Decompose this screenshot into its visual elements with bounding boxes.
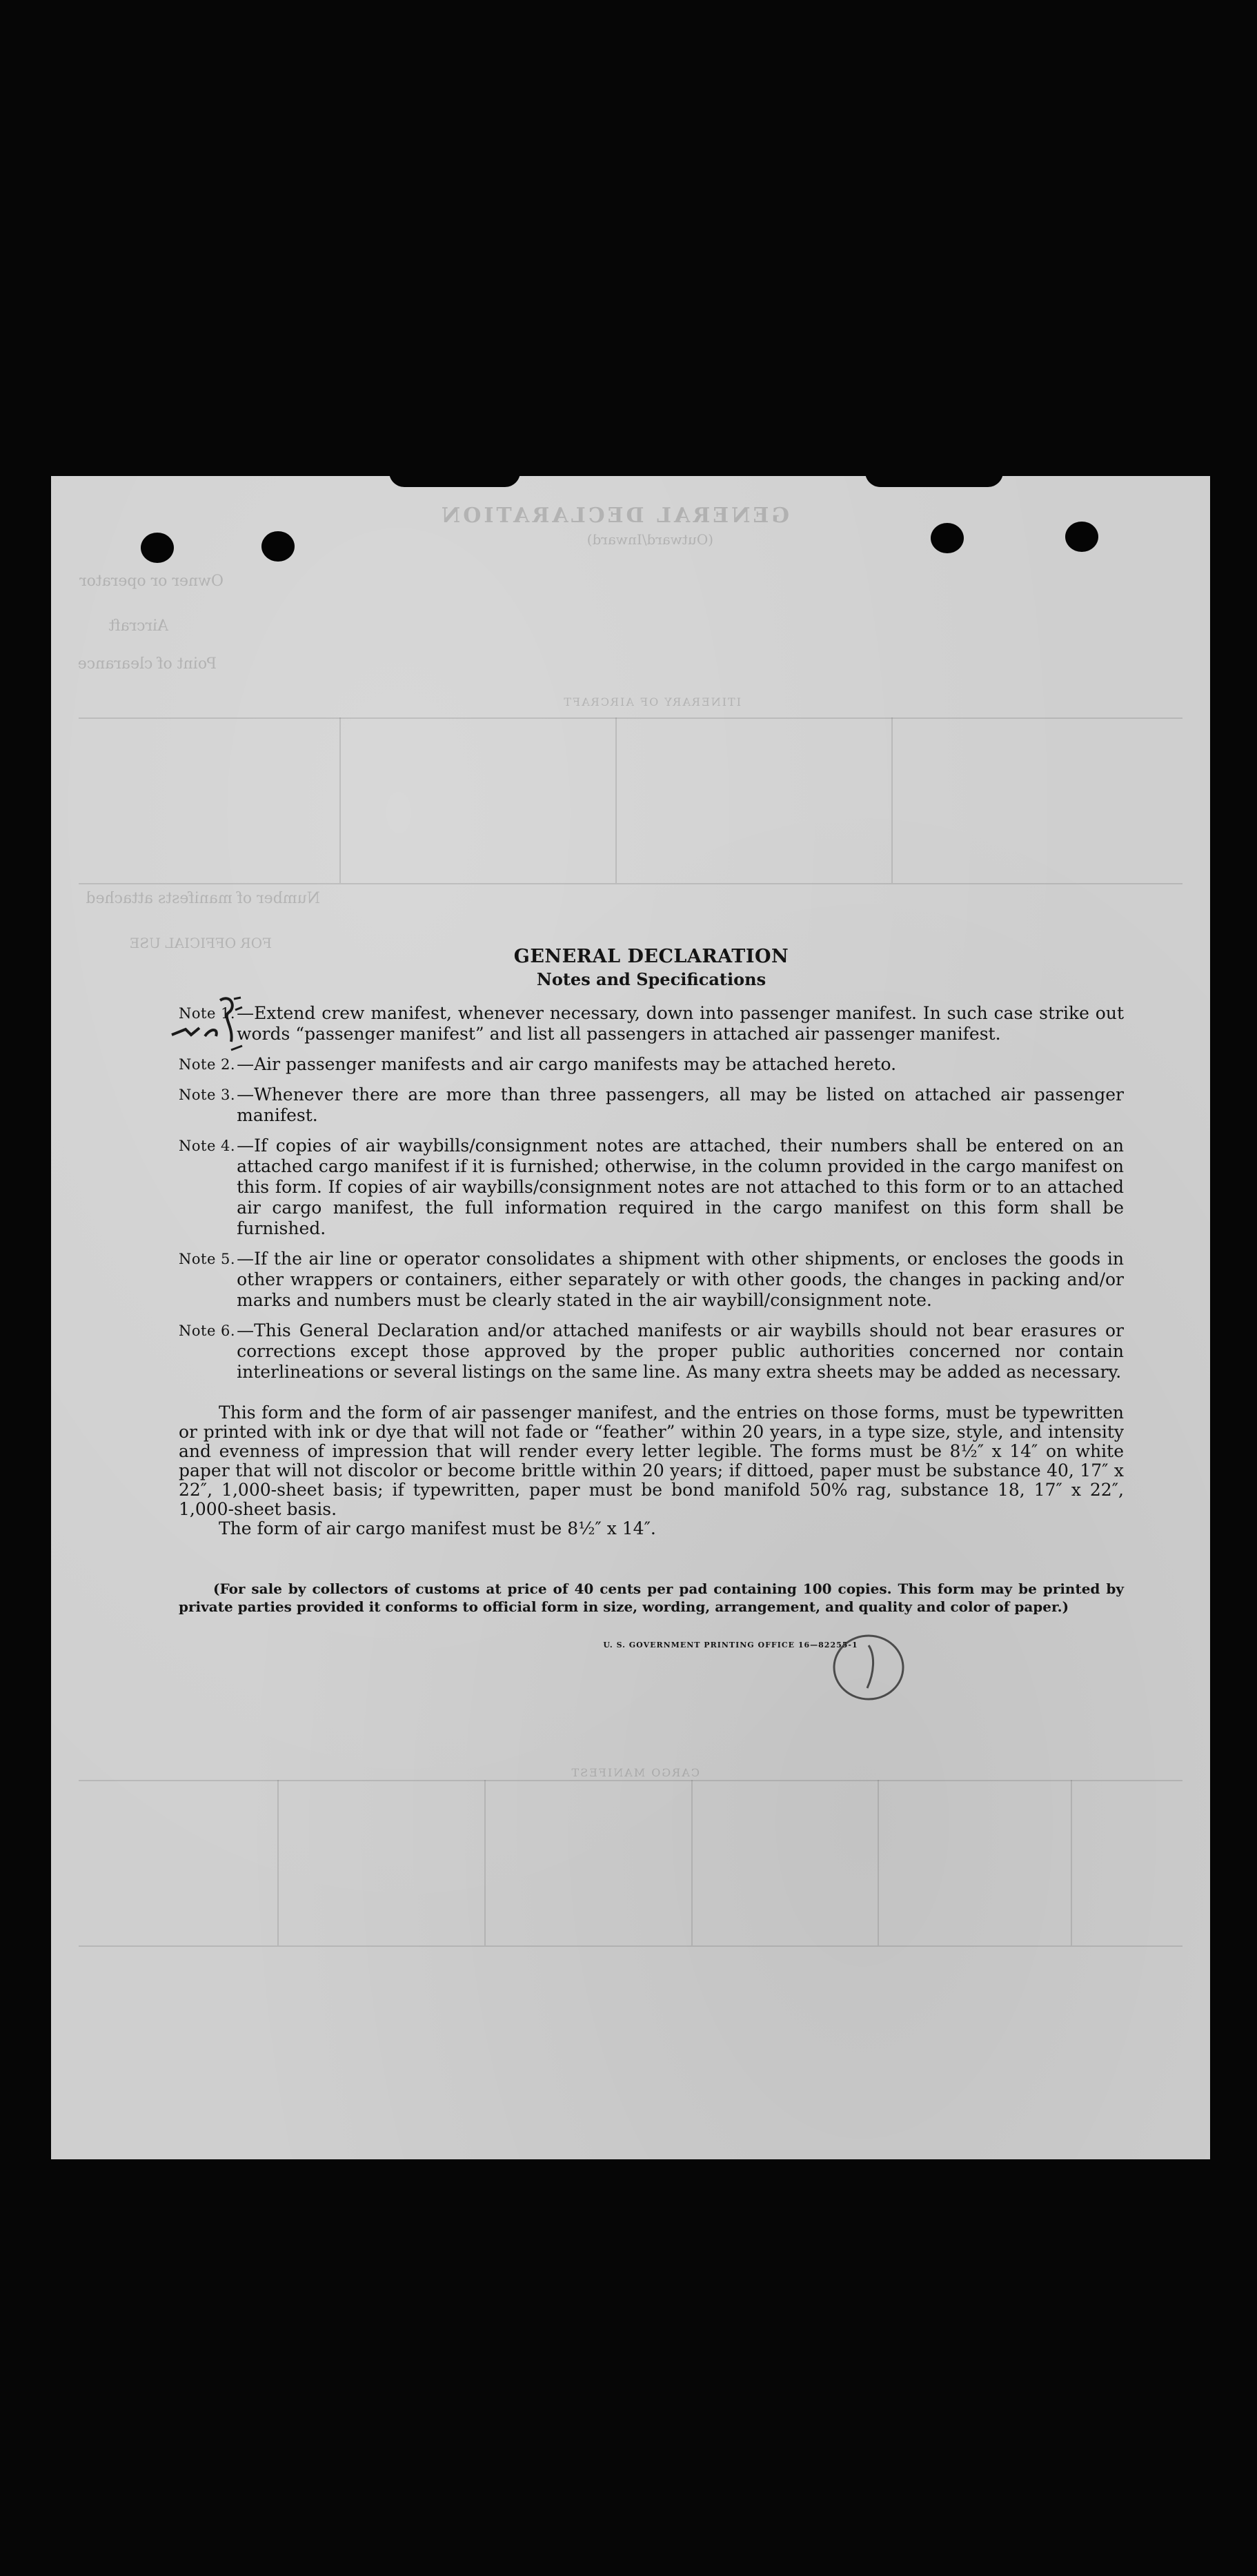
note-label: Note 5.: [179, 1251, 236, 1267]
note-4: Note 4. —If copies of air waybills/consignment notes are attached, their numbers shall be entered on an attached cargo manifest if it is furnished; otherwise, in the column provided in the cargo manifest on this form. If copies of air waybills/consignment notes are not attached to this form or to an attached air cargo manifest, the full information required in the cargo manifest on this form shall be furnished.: [179, 1136, 1124, 1238]
circular-stamp-mark: [827, 1625, 910, 1707]
note-label: Note 6.: [179, 1322, 236, 1339]
punch-hole: [261, 531, 295, 562]
sale-notice: (For sale by collectors of customs at price of 40 cents per pad containing 100 copies. This form may be printed by private parties provided it conforms to official form in size, wording, arrangement, and quality and color of paper.): [179, 1581, 1124, 1615]
note-label: Note 1.: [179, 1005, 236, 1022]
note-2: Note 2. —Air passenger manifests and air cargo manifests may be attached hereto.: [179, 1054, 897, 1074]
ghost-owner: Owner or operator: [79, 573, 224, 590]
note-5: Note 5. —If the air line or operator consolidates a shipment with other shipments, or encloses the goods in other wrappers or containers, either separately or with other goods, the changes in packing and/or marks and numbers must be clearly stated in the air waybill/consignment note.: [179, 1249, 1124, 1310]
note-text: Whenever there are more than three passengers, all may be listed on attached air passenger manifest.: [237, 1084, 1124, 1125]
punch-hole: [1065, 522, 1098, 552]
note-3: Note 3. —Whenever there are more than three passengers, all may be listed on attached air passenger manifest.: [179, 1084, 1124, 1125]
ghost-subtitle: (Outward/Inward): [586, 531, 713, 548]
note-label: Note 3.: [179, 1087, 236, 1103]
ghost-itinerary: ITINERARY OF AIRCRAFT: [562, 695, 741, 709]
ghost-title: GENERAL DECLARATION: [438, 504, 789, 528]
notes-and-specifications: [179, 945, 1124, 1649]
document-sheet: [51, 476, 1210, 2159]
ghost-clearance: Point of clearance: [77, 655, 217, 673]
note-text: This General Declaration and/or attached manifests or air waybills should not bear erasures or corrections except those approved by the proper public authorities concerned nor contain interlineations or several listings on the same line. As many extra sheets may be added as necessary.: [237, 1320, 1124, 1382]
cargo-form-size-line: The form of air cargo manifest must be 8½″ x 14″.: [219, 1518, 656, 1538]
ghost-manifests: Number of manifests attached: [86, 890, 320, 907]
note-text: Air passenger manifests and air cargo manifests may be attached hereto.: [254, 1054, 897, 1074]
paper-specification-paragraph: This form and the form of air passenger manifest, and the entries on those forms, must be typewritten or printed with ink or dye that will not fade or “feather” within 20 years, in a type size, style, and intensity and evenness of impression that will render every letter legible. The forms must be 8½″ x 14″ on white paper that will not discolor or become brittle within 20 years; if dittoed, paper must be substance 40, 17″ x 22″, 1,000-sheet basis; if typewritten, paper must be bond manifold 50% rag, substance 18, 17″ x 22″, 1,000-sheet basis.: [179, 1403, 1124, 1519]
punch-hole: [931, 523, 964, 553]
ghost-official-use: FOR OFFICIAL USE: [129, 935, 272, 951]
document-title: GENERAL DECLARATION: [513, 946, 789, 967]
note-6: Note 6. —This General Declaration and/or attached manifests or air waybills should not bear erasures or corrections except those approved by the proper public authorities concerned nor contain interlineations or several listings on the same line. As many extra sheets may be added as necessary.: [179, 1320, 1124, 1382]
ghost-aircraft: Aircraft: [108, 617, 168, 635]
note-text: If copies of air waybills/consignment notes are attached, their numbers shall be entered on an attached cargo manifest if it is furnished; otherwise, in the column provided in the cargo manifest on this form. If copies of air waybills/consignment notes are not attached to this form or to an attached air cargo manifest, the full information required in the cargo manifest on this form shall be furnished.: [237, 1136, 1124, 1238]
note-label: Note 4.: [179, 1138, 236, 1154]
punch-hole: [141, 533, 174, 563]
note-text: If the air line or operator consolidates a shipment with other shipments, or encloses the goods in other wrappers or containers, either separately or with other goods, the changes in packing and/or marks and numbers must be clearly stated in the air waybill/consignment note.: [237, 1249, 1124, 1310]
note-label: Note 2.: [179, 1056, 236, 1073]
top-edge-notch: [865, 476, 1003, 487]
document-subtitle: Notes and Specifications: [536, 969, 766, 989]
ghost-cargo-manifest: CARGO MANIFEST: [570, 1766, 700, 1779]
note-text: Extend crew manifest, whenever necessary, down into passenger manifest. In such case strike out words “passenger manifest” and list all passengers in attached air passenger manifest.: [237, 1003, 1124, 1044]
note-1: Note 1. —Extend crew manifest, whenever necessary, down into passenger manifest. In such case strike out words “passenger manifest” and list all passengers in attached air passenger manifest.: [179, 1003, 1124, 1044]
printing-office-imprint: U. S. GOVERNMENT PRINTING OFFICE 16—82255-1: [603, 1641, 858, 1649]
top-edge-notch: [389, 476, 520, 487]
